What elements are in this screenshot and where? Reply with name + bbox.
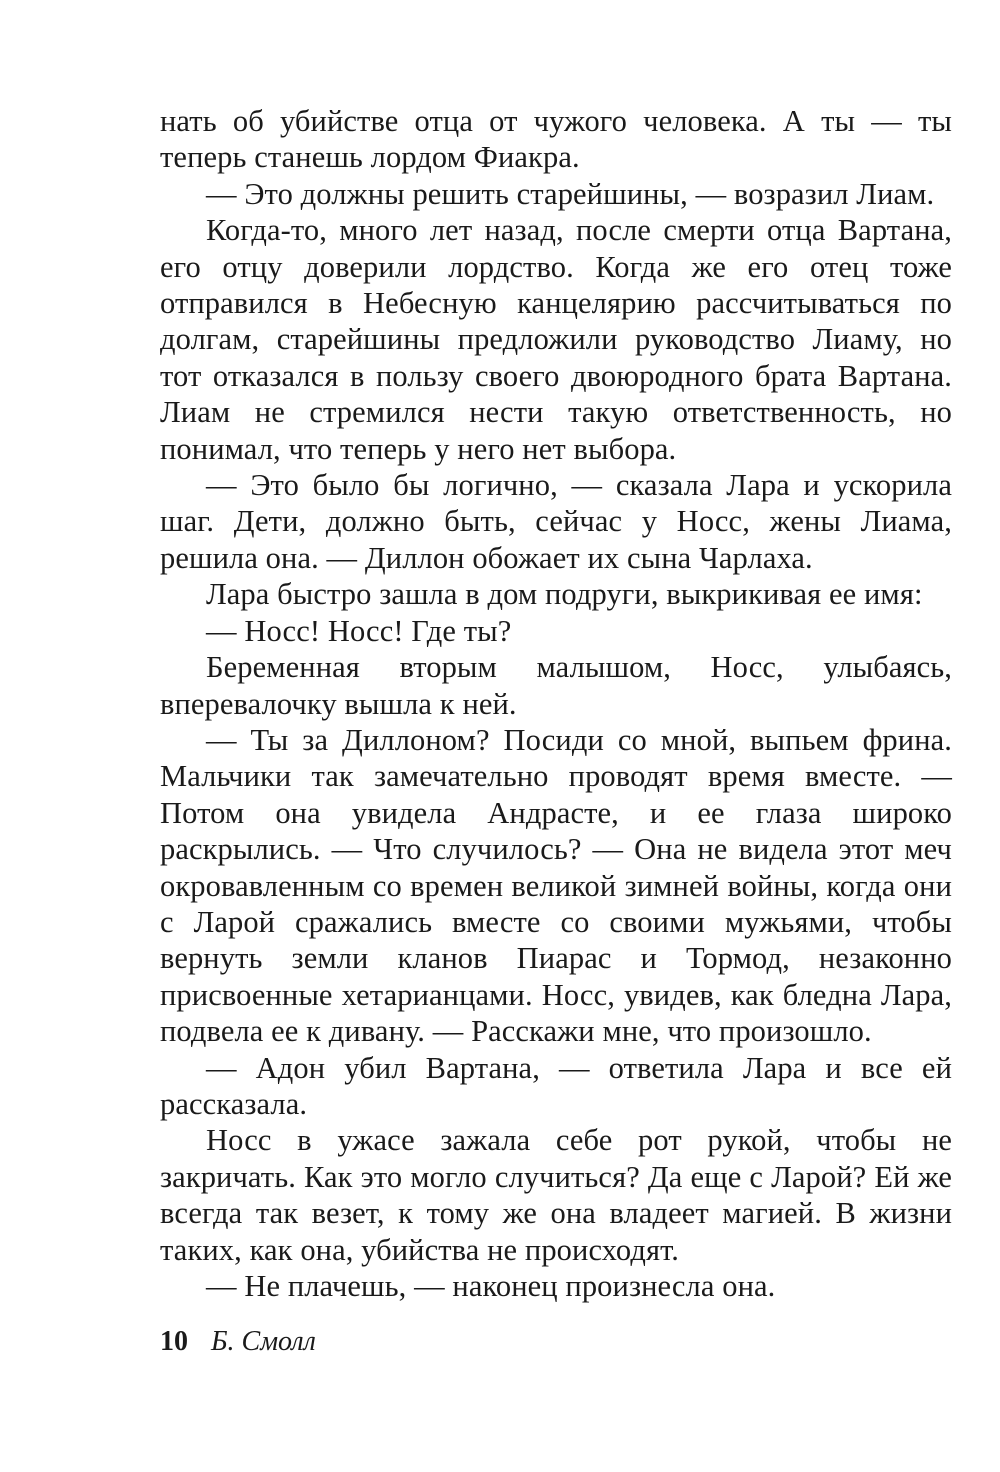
page-number: 10 bbox=[160, 1326, 188, 1357]
paragraph-4: — Это было бы логично, — сказала Лара и ускорила шаг. Дети, должно быть, сейчас у Носс, жены Лиама, решила она. — Диллон обожает их сына Чарлаха. bbox=[160, 468, 952, 575]
book-page-text bbox=[160, 103, 952, 1304]
paragraph-10: Носс в ужасе зажала себе рот рукой, чтобы не закричать. Как это могло случиться? Да еще с Ларой? Ей же всегда так везет, к тому же она владеет магией. В жизни таких, как она, убийства не происходят. bbox=[160, 1123, 952, 1267]
page-footer bbox=[160, 1325, 316, 1359]
paragraph-2: — Это должны решить старейшины, — возразил Лиам. bbox=[206, 176, 935, 211]
paragraph-5: Лара быстро зашла в дом подруги, выкрикивая ее имя: bbox=[206, 577, 923, 612]
paragraph-11: — Не плачешь, — наконец произнесла она. bbox=[206, 1269, 776, 1303]
paragraph-6: — Носс! Носс! Где ты? bbox=[206, 613, 512, 648]
paragraph-3: Когда-то, много лет назад, после смерти отца Вартана, его отцу доверили лордство. Когда же его отец тоже отправился в Небесную канцелярию рассчитываться по долгам, старейшины предложили руководство Лиаму, но тот отказался в пользу своего двоюродного брата Вартана. Лиам не стремился нести такую ответственность, но понимал, что теперь у него нет выбора. bbox=[160, 213, 952, 466]
paragraph-7: Беременная вторым малышом, Носс, улыбаясь, вперевалочку вышла к ней. bbox=[160, 650, 952, 721]
paragraph-1: нать об убийстве отца от чужого человека. А ты — ты теперь станешь лордом Фиакра. bbox=[160, 104, 952, 175]
paragraph-9: — Адон убил Вартана, — ответила Лара и все ей рассказала. bbox=[160, 1050, 952, 1121]
paragraph-8: — Ты за Диллоном? Посиди со мной, выпьем фрина. Мальчики так замечательно проводят время вместе. — Потом она увидела Андрасте, и ее глаза широко раскрылись. — Что случилось? — Она не видела этот меч окровавленным со времен великой зимней войны, когда они с Ларой сражались вместе со своими мужьями, чтобы вернуть земли кланов Пиарас и Тормод, незаконно присвоенные хетарианцами. Носс, увидев, как бледна Лара, подвела ее к дивану. — Расскажи мне, что произошло. bbox=[160, 722, 952, 1049]
running-author: Б. Смолл bbox=[211, 1326, 316, 1357]
